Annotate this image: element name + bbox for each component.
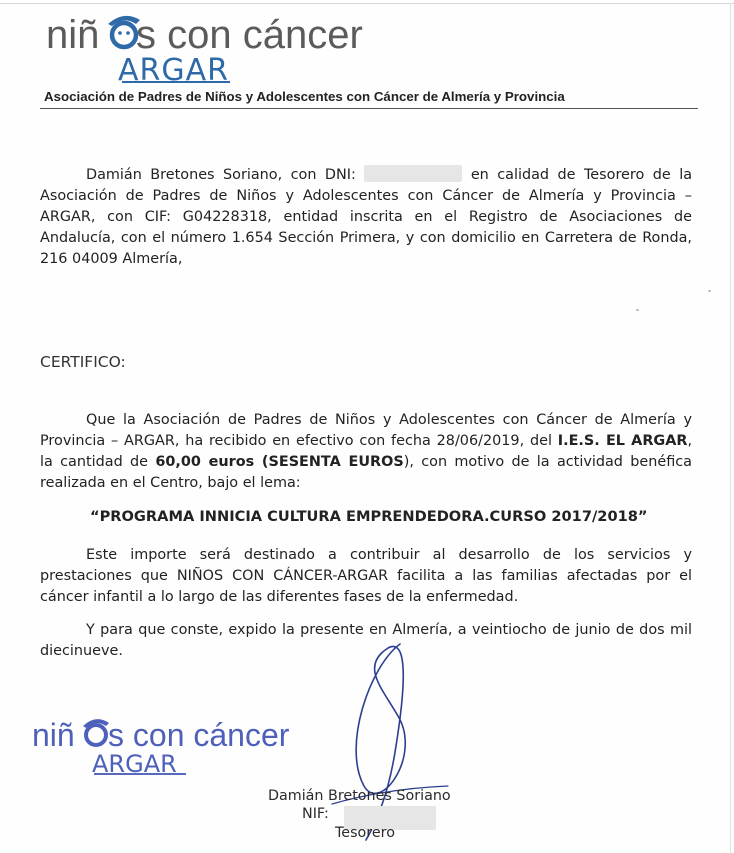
amount: 60,00 euros (SESENTA EUROS: [155, 454, 404, 470]
signer-role: Tesorero: [335, 825, 395, 841]
stamp-argar: ARGAR: [92, 750, 177, 778]
logo-argar: ARGAR: [118, 53, 229, 86]
school-name: I.E.S. EL ARGAR: [557, 433, 688, 449]
closing-text: Y para que conste, expido la presente en Almería, a veintiocho de junio de dos mil diecinueve.: [40, 622, 692, 659]
scan-speck: [636, 309, 639, 311]
signer-name: Damián Bretones Soriano: [268, 788, 451, 804]
logo-text-part2: s con cáncer: [136, 13, 363, 57]
body1-text3: ), con motivo de la actividad benéfica realizada en el Centro, bajo el lema:: [40, 454, 692, 491]
stamp-face-icon: [83, 719, 109, 745]
stamp-text-part2: s con cáncer: [108, 717, 290, 753]
certification-paragraph: [40, 410, 692, 494]
nif-label: NIF:: [302, 806, 329, 822]
scan-speck: [708, 290, 711, 292]
lema-title: “PROGRAMA INNICIA CULTURA EMPRENDEDORA.CURSO 2017/2018”: [90, 508, 648, 525]
association-header: Asociación de Padres de Niños y Adolescentes con Cáncer de Almería y Provincia: [44, 89, 565, 104]
stamp-text-part1: niñ: [32, 717, 75, 753]
page-top-border: [0, 3, 734, 4]
body1-text1: Que la Asociación de Padres de Niños y Adolescentes con Cáncer de Almería y Provincia – ARGAR, ha recibido en efectivo con fecha 28/06/2019, del: [40, 412, 692, 449]
purpose-text: Este importe será destinado a contribuir al desarrollo de los servicios y prestaciones que NIÑOS CON CÁNCER-ARGAR facilita a las familias afectadas por el cáncer infantil a lo largo de las diferentes fases de la enfermedad.: [40, 547, 692, 605]
body1-text2: , la cantidad de: [40, 433, 693, 470]
association-stamp: [26, 710, 316, 780]
page-right-border: [730, 3, 731, 853]
intro-after-dni: en calidad de Tesorero de la Asociación de Padres de Niños y Adolescentes con Cáncer de Almería y Provincia – ARGAR, con CIF: G04228318, entidad inscrita en el Registro de Asociaciones de Andalucía, con el número 1.654 Sección Primera, y con domicilio en Carretera de Ronda, 216 04009 Almería,: [40, 167, 693, 267]
header-divider: [40, 108, 698, 109]
intro-paragraph: [40, 165, 692, 270]
certifico-heading: CERTIFICO:: [40, 353, 126, 371]
intro-before-dni: Damián Bretones Soriano, con DNI:: [86, 167, 356, 183]
ninos-con-cancer-logo: [44, 6, 374, 86]
dni-redacted: [364, 165, 462, 182]
logo-text-part1: niñ: [46, 13, 100, 57]
purpose-paragraph: [40, 545, 692, 608]
